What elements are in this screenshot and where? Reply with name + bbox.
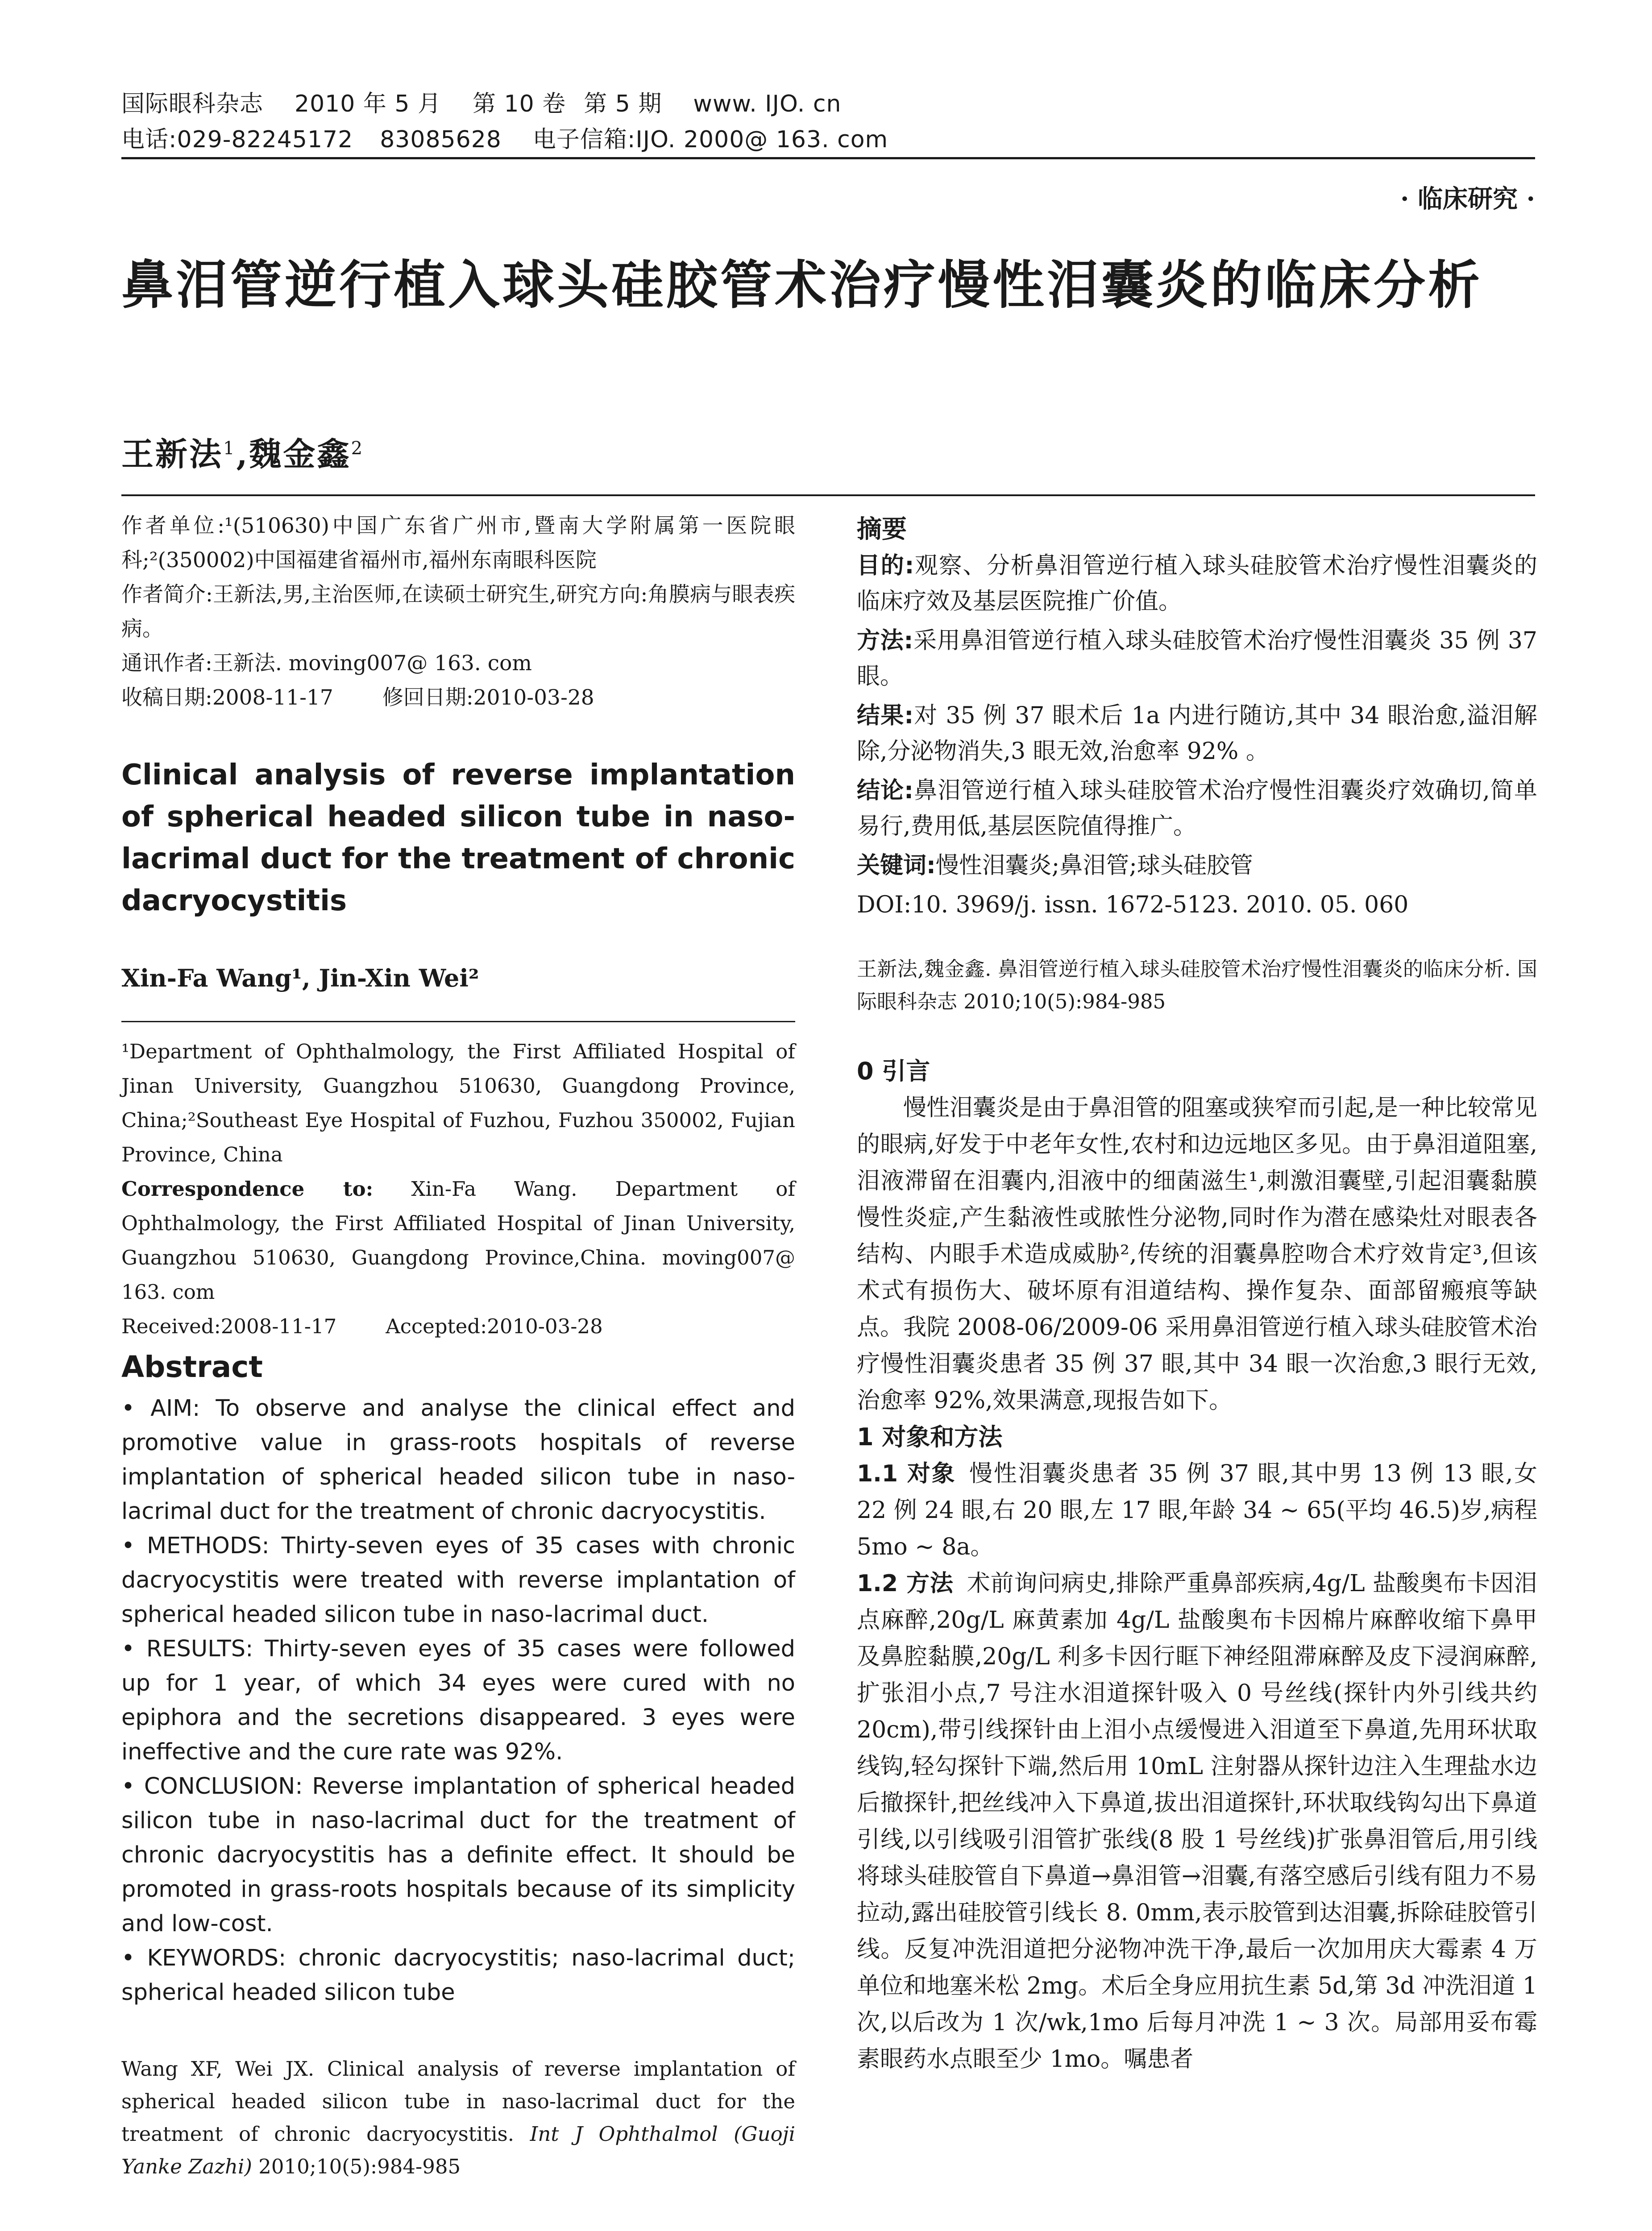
zh-methods [857, 623, 1537, 694]
revised-date: 修回日期:2010-03-28 [382, 685, 594, 710]
section1-heading: 1 对象和方法 [857, 1423, 1003, 1451]
subsection-1-2 [857, 1565, 1537, 2078]
zh-citation-text: 王新法,魏金鑫. 鼻泪管逆行植入球头硅胶管术治疗慢性泪囊炎的临床分析. 国际眼科杂志 2010;10(5):984-985 [857, 957, 1537, 1013]
zh-results-text: 对 35 例 37 眼术后 1a 内进行随访,其中 34 眼治愈,溢泪解除,分泌物消失,3 眼无效,治愈率 92% 。 [857, 702, 1537, 765]
zh-keywords-text: 慢性泪囊炎;鼻泪管;球头硅胶管 [935, 852, 1253, 879]
s11-label: 1.1 对象 [857, 1460, 956, 1487]
citation-journal: Int J Ophthalmol (Guoji Yanke Zazhi) [121, 2122, 796, 2178]
zh-results [857, 698, 1537, 769]
corresponding-author[interactable]: 通讯作者:王新法. moving007@ 163. com [121, 651, 532, 676]
zh-aim [857, 548, 1537, 619]
abstract-heading: Abstract [121, 1350, 263, 1384]
english-dates [121, 1309, 795, 1344]
zh-keywords [857, 848, 1537, 883]
author-unit: 作者单位:¹(510630)中国广东省广州市,暨南大学附属第一医院眼科;²(350002)中国福建省福州市,福州东南眼科医院 [121, 514, 795, 572]
zh-conclusion-label: 结论: [857, 777, 913, 804]
intro-paragraph: 慢性泪囊炎是由于鼻泪管的阻塞或狭窄而引起,是一种比较常见的眼病,好发于中老年女性,农村和边远地区多见。由于鼻泪道阻塞,泪液滞留在泪囊内,泪液中的细菌滋生¹,刺激泪囊壁,引起泪囊黏膜慢性炎症,产生黏液性或脓性分泌物,同时作为潜在感染灶对眼表各结构、内眼手术造成威胁²,传统的泪囊鼻腔吻合术疗效肯定³,但该术式有损伤大、破坏原有泪道结构、操作复杂、面部留瘢痕等缺点。我院 2008-06/2009-06 采用鼻泪管逆行植入球头硅胶管术治疗慢性泪囊炎患者 35 例 37 眼,其中 34 眼一次治愈,3 眼行无效,治愈率 92%,效果满意,现报告如下。 [857, 1095, 1537, 1414]
title-rule [121, 494, 1535, 496]
zh-methods-text: 采用鼻泪管逆行植入球头硅胶管术治疗慢性泪囊炎 35 例 37 眼。 [857, 627, 1537, 690]
journal-header-line1 [121, 88, 872, 120]
header-rule [121, 157, 1535, 159]
dates-line [121, 680, 795, 715]
zh-doi[interactable]: DOI:10. 3969/j. issn. 1672-5123. 2010. 05. 060 [857, 892, 1409, 918]
article-title: 鼻泪管逆行植入球头硅胶管术治疗慢性泪囊炎的临床分析 [121, 255, 1482, 315]
issue: 第 5 期 [584, 91, 662, 117]
journal-name: 国际眼科杂志 [121, 91, 264, 117]
citation-tail: 2010;10(5):984-985 [258, 2155, 461, 2178]
accepted: Accepted:2010-03-28 [386, 1315, 603, 1338]
article-body [857, 1053, 1537, 2078]
abstract-conclusion: • CONCLUSION: Reverse implantation of spherical headed silicon tube in naso-lacrimal duct for the treatment of chronic dacryocystitis has a definite effect. It should be promoted in grass-roots hospitals because of its simplicity and low-cost. [121, 1773, 795, 1937]
s12-label: 1.2 方法 [857, 1570, 954, 1597]
zh-keywords-label: 关键词: [857, 852, 936, 879]
correspondence-text[interactable]: Xin-Fa Wang. Department of Ophthalmology, the First Affiliated Hospital of Jinan University, Guangzhou 510630, Guangdong Province,China. moving007@ 163. com [121, 1177, 795, 1304]
chinese-abstract-heading: 摘要 [857, 515, 907, 544]
received: Received:2008-11-17 [121, 1315, 337, 1338]
volume: 第 10 卷 [473, 91, 566, 117]
zh-conclusion [857, 773, 1537, 844]
abstract-aim: • AIM: To observe and analyse the clinical effect and promotive value in grass-roots hospitals of reverse implantation of spherical headed silicon tube in naso-lacrimal duct for the treatment of chronic dacryocystitis. [121, 1395, 795, 1525]
website-link[interactable]: www. IJO. cn [693, 91, 842, 117]
zh-aim-text: 观察、分析鼻泪管逆行植入球头硅胶管术治疗慢性泪囊炎的临床疗效及基层医院推广价值。 [857, 552, 1537, 615]
english-authors: Xin-Fa Wang¹, Jin-Xin Wei² [121, 964, 479, 992]
author-sep: , [236, 435, 249, 473]
abstract-methods: • METHODS: Thirty-seven eyes of 35 cases with chronic dacryocystitis were treated with reverse implantation of spherical headed silicon tube in naso-lacrimal duct. [121, 1533, 795, 1628]
email[interactable]: 电子信箱:IJO. 2000@ 163. com [532, 126, 888, 153]
english-citation [121, 2053, 795, 2183]
zh-results-label: 结果: [857, 702, 914, 729]
correspondence [121, 1172, 795, 1309]
issue-date: 2010 年 5 月 [295, 91, 442, 117]
phone-2: 83085628 [380, 126, 502, 153]
received-date: 收稿日期:2008-11-17 [121, 685, 333, 710]
intro-heading: 0 引言 [857, 1057, 930, 1085]
s12-text: 术前询问病史,排除严重鼻部疾病,4g/L 盐酸奥布卡因泪点麻醉,20g/L 麻黄素加 4g/L 盐酸奥布卡因棉片麻醉收缩下鼻甲及鼻腔黏膜,20g/L 利多卡因行眶下神经阻滞麻醉及皮下浸润麻醉,扩张泪小点,7 号注水泪道探针吸入 0 号丝线(探针内外引线共约 20cm),带引线探针由上泪小点缓慢进入泪道至下鼻道,先用环状取线钩,轻勾探针下端,然后用 10mL 注射器从探针边注入生理盐水边后撤探针,把丝线冲入下鼻道,拔出泪道探针,环状取线钩勾出下鼻道引线,以引线吸引泪管扩张线(8 股 1 号丝线)扩张鼻泪管后,用引线将球头硅胶管自下鼻道→鼻泪管→泪囊,有落空感后引线有阻力不易拉动,露出硅胶管引线长 8. 0mm,表示胶管到达泪囊,拆除硅胶管引线。反复冲洗泪道把分泌物冲洗干净,最后一次加用庆大霉素 4 万单位和地塞米松 2mg。术后全身应用抗生素 5d,第 3d 冲洗泪道 1 次,以后改为 1 次/wk,1mo 后每月冲洗 1 ~ 3 次。局部用妥布霉素眼药水点眼至少 1mo。嘱患者 [857, 1570, 1537, 2073]
english-authors-rule [121, 1021, 795, 1022]
chinese-abstract [857, 548, 1537, 926]
english-affiliation-block [121, 1034, 795, 1344]
english-title: Clinical analysis of reverse implantation of spherical headed silicon tube in naso-lacrimal duct for the treatment of chronic dacryocystitis [121, 759, 795, 917]
author-bio: 作者简介:王新法,男,主治医师,在读硕士研究生,研究方向:角膜病与眼表疾病。 [121, 582, 795, 641]
s11-text: 慢性泪囊炎患者 35 例 37 眼,其中男 13 例 13 眼,女 22 例 24 眼,右 20 眼,左 17 眼,年龄 34 ~ 65(平均 46.5)岁,病程 5mo ~ 8a。 [857, 1460, 1537, 1560]
correspondence-label: Correspondence to: [121, 1177, 374, 1201]
author-line [121, 428, 364, 475]
author-1-sup: 1 [223, 438, 237, 459]
journal-header-line2 [121, 124, 919, 155]
zh-methods-label: 方法: [857, 627, 913, 654]
author-2: 魏金鑫 [249, 435, 351, 473]
section-tag: · 临床研究 · [1400, 184, 1535, 214]
author-1: 王新法 [121, 435, 224, 473]
zh-conclusion-text: 鼻泪管逆行植入球头硅胶管术治疗慢性泪囊炎疗效确切,简单易行,费用低,基层医院值得推广。 [857, 777, 1538, 840]
abstract-results: • RESULTS: Thirty-seven eyes of 35 cases were followed up for 1 year, of which 34 eyes were cured with no epiphora and the secretions disappeared. 3 eyes were ineffective and the cure rate was 92%. [121, 1636, 795, 1765]
chinese-citation [857, 953, 1537, 1018]
author-info [121, 509, 795, 715]
subsection-1-1 [857, 1456, 1537, 1565]
phone: 电话:029-82245172 [121, 126, 353, 153]
citation-main: Wang XF, Wei JX. Clinical analysis of reverse implantation of spherical headed silicon tube in naso-lacrimal duct for the treatment of chronic dacryocystitis. [121, 2057, 795, 2146]
author-2-sup: 2 [351, 438, 365, 459]
affiliation: ¹Department of Ophthalmology, the First Affiliated Hospital of Jinan University, Guangzhou 510630, Guangdong Province, China;²Southeast Eye Hospital of Fuzhou, Fuzhou 350002, Fujian Province, China [121, 1040, 795, 1166]
abstract-keywords: • KEYWORDS: chronic dacryocystitis; naso-lacrimal duct; spherical headed silicon tube [121, 1945, 795, 2006]
zh-aim-label: 目的: [857, 552, 914, 579]
english-abstract [121, 1391, 795, 2010]
